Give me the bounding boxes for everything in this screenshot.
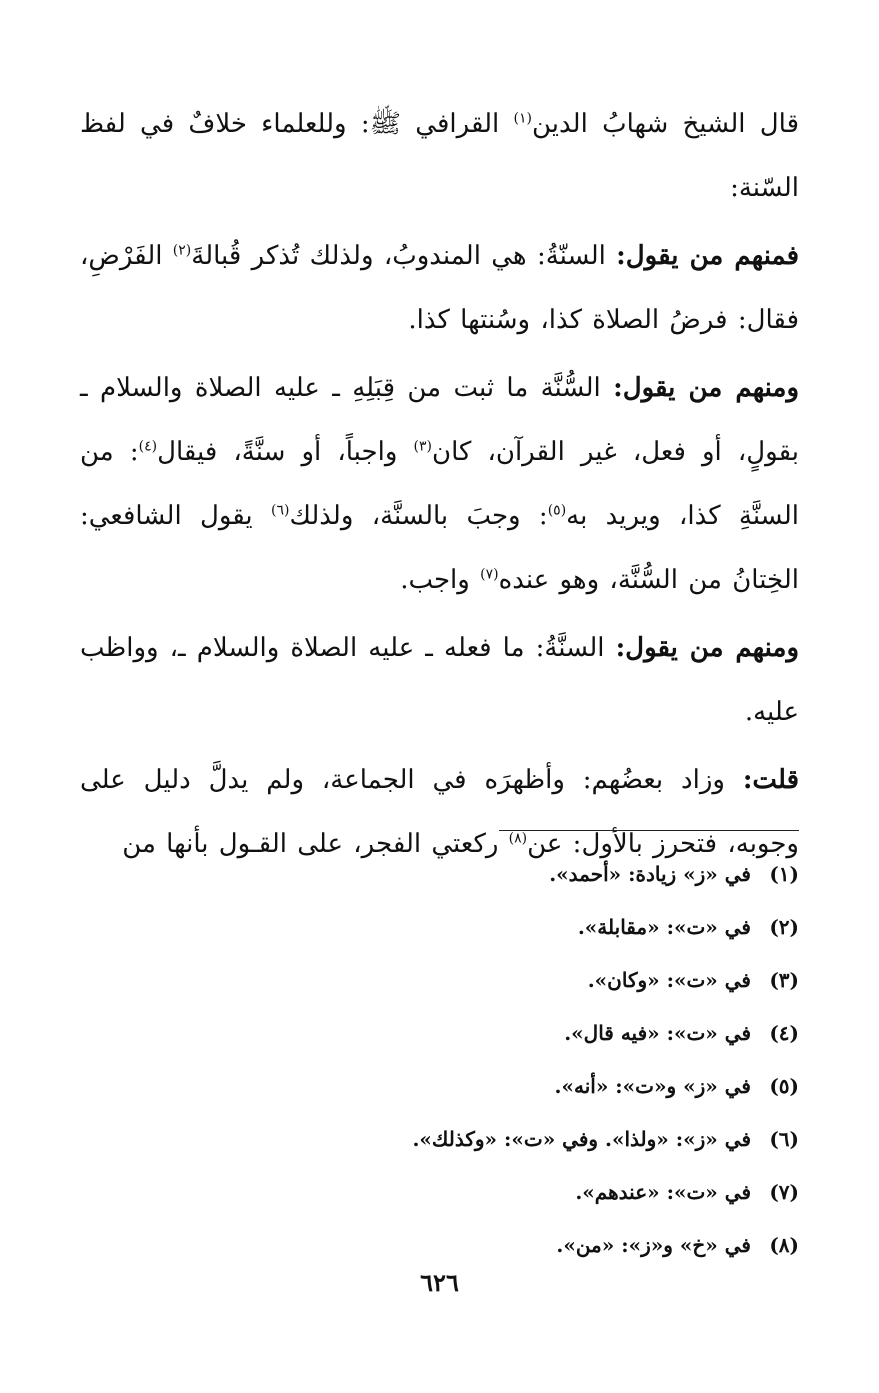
footnote-item	[79, 1113, 799, 1166]
footnote-item	[79, 954, 799, 1007]
footnote-number: (٢)	[769, 915, 799, 939]
footnote-number: (٦)	[769, 1127, 799, 1151]
paragraph-1: قال الشيخ شهابُ الدين$^{(١)}$ القرافي ﷺ: وللعلماء خلافٌ في لفظ السّنة:	[80, 109, 799, 203]
footnote-number: (٧)	[769, 1180, 799, 1204]
footnote-number: (١)	[769, 862, 799, 886]
paragraph-lead: ومنهم من يقول:	[615, 633, 799, 663]
footnote-text: في «ت»: «فيه قال».	[564, 1021, 751, 1045]
footnote-item	[79, 848, 799, 901]
footnote-text: في «ت»: «مقابلة».	[577, 915, 751, 939]
footnote-number: (٨)	[769, 1233, 799, 1257]
footnotes-list	[79, 848, 799, 1272]
paragraph-3: ومنهم من يقول: السُّنَّة ما ثبت من قِبَلِهِ ـ عليه الصلاة والسلام ـ بقولٍ، أو فعل، غير القرآن، كان$^{(٣)}$ واجباً، أو سنَّةً، فيقال$^{(٤)}$: من السنَّةِ كذا، ويريد به$^{(٥)}$: وجبَ بالسنَّة، ولذلك$^{(٦)}$ يقول الشافعي: الخِتانُ من السُّنَّة، وهو عنده$^{(٧)}$ واجب.	[80, 373, 800, 595]
footnote-item	[79, 1007, 799, 1060]
footnote-number: (٥)	[769, 1074, 799, 1098]
footnote-ref[interactable]: (٣)	[413, 438, 432, 455]
footnote-item	[79, 1219, 799, 1272]
paragraph-2: فمنهم من يقول: السنّةُ: هي المندوبُ، ولذلك تُذكر قُبالةَ$^{(٢)}$ الفَرْضِ، فقال: فرضُ الصلاة كذا، وسُنتها كذا.	[80, 241, 800, 335]
paragraph-lead: قلت:	[742, 765, 799, 795]
footnote-text: في «ت»: «عندهم».	[575, 1180, 751, 1204]
footnote-item	[79, 901, 799, 954]
footnote-text: في «ت»: «وكان».	[587, 968, 751, 992]
footnote-text: في «ز» و«ت»: «أنه».	[554, 1074, 751, 1098]
footnote-ref[interactable]: (٢)	[172, 242, 192, 259]
footnote-ref[interactable]: (٧)	[480, 566, 499, 583]
footnote-text: في «ز»: «ولذا». وفي «ت»: «وكذلك».	[412, 1127, 751, 1151]
paragraph-4: ومنهم من يقول: السنَّةُ: ما فعله ـ عليه الصلاة والسلام ـ، وواظب عليه.	[80, 633, 799, 727]
footnote-item	[79, 1060, 799, 1113]
footnote-number: (٤)	[769, 1021, 799, 1045]
footnote-ref[interactable]: (٦)	[270, 502, 290, 519]
footnote-divider	[499, 830, 799, 831]
paragraph-5: قلت: وزاد بعضُهم: وأظهرَه في الجماعة، ولم يدلَّ دليل على وجوبه، فتحرز بالأول: عن$^{(٨)}$ ركعتي الفجر، على القـول بأنها من	[80, 765, 799, 859]
footnote-number: (٣)	[769, 968, 799, 992]
footnote-text: في «ز» زيادة: «أحمد».	[549, 862, 751, 886]
footnote-ref[interactable]: (٨)	[508, 830, 528, 847]
paragraph-lead: فمنهم من يقول:	[616, 241, 800, 271]
paragraph-lead: ومنهم من يقول:	[613, 373, 800, 403]
footnote-item	[79, 1166, 799, 1219]
footnote-text: في «خ» و«ز»: «من».	[556, 1233, 751, 1257]
footnote-ref[interactable]: (١)	[513, 110, 532, 127]
page-number: ٦٢٦	[420, 1268, 459, 1297]
footnote-ref[interactable]: (٤)	[138, 438, 158, 455]
main-text	[80, 92, 799, 880]
footnote-ref[interactable]: (٥)	[547, 502, 567, 519]
